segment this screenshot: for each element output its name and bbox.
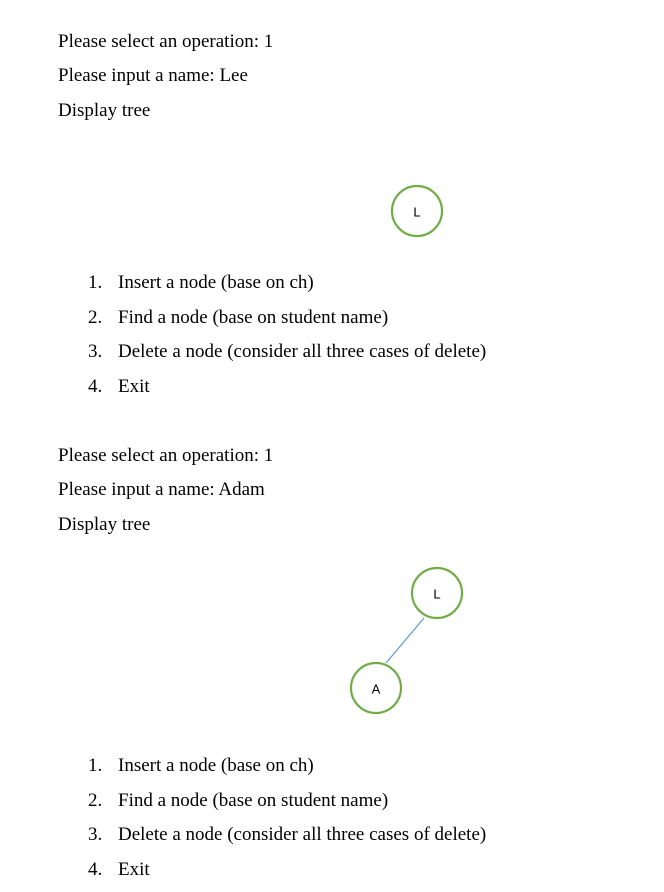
menu-item-label: Delete a node (consider all three cases of delete): [118, 824, 487, 846]
node-label: A: [371, 681, 381, 697]
menu-item-number: 4.: [88, 375, 103, 397]
menu-item-number: 3.: [88, 341, 103, 363]
menu-item-exit: [88, 858, 486, 892]
menu-item-number: 1.: [88, 755, 103, 776]
input-name-prompt-2: Please input a name: Adam: [58, 479, 265, 500]
menu-item-number: 1.: [88, 272, 103, 293]
menu-item-label: Exit: [118, 375, 150, 397]
menu-item-number: 3.: [88, 824, 103, 846]
input-name-prompt-1: Please input a name: Lee: [58, 65, 248, 86]
tree-edge: [386, 618, 424, 663]
display-tree-label-2: Display tree: [58, 514, 151, 535]
menu-item-label: Exit: [118, 858, 150, 880]
menu-item-find: [88, 789, 486, 824]
display-tree-label-1: Display tree: [58, 100, 151, 121]
select-operation-prompt-1: Please select an operation: 1: [58, 31, 274, 52]
menu-item-number: 2.: [88, 789, 103, 811]
node-label: L: [413, 204, 421, 220]
menu-item-label: Insert a node (base on ch): [118, 272, 314, 293]
menu-item-label: Insert a node (base on ch): [118, 755, 314, 776]
menu-item-label: Find a node (base on student name): [118, 789, 389, 811]
node-label: L: [433, 586, 441, 602]
menu-item-delete: [88, 823, 486, 858]
select-operation-prompt-2: Please select an operation: 1: [58, 445, 274, 466]
menu-item-number: 4.: [88, 858, 103, 880]
tree-node-root: [412, 568, 462, 618]
menu-item-label: Delete a node (consider all three cases of delete): [118, 341, 487, 363]
operation-menu-2: [88, 754, 486, 892]
menu-item-number: 2.: [88, 306, 103, 328]
tree-node-left-child: [351, 663, 401, 713]
menu-item-label: Find a node (base on student name): [118, 306, 389, 328]
menu-item-insert: [88, 754, 486, 789]
